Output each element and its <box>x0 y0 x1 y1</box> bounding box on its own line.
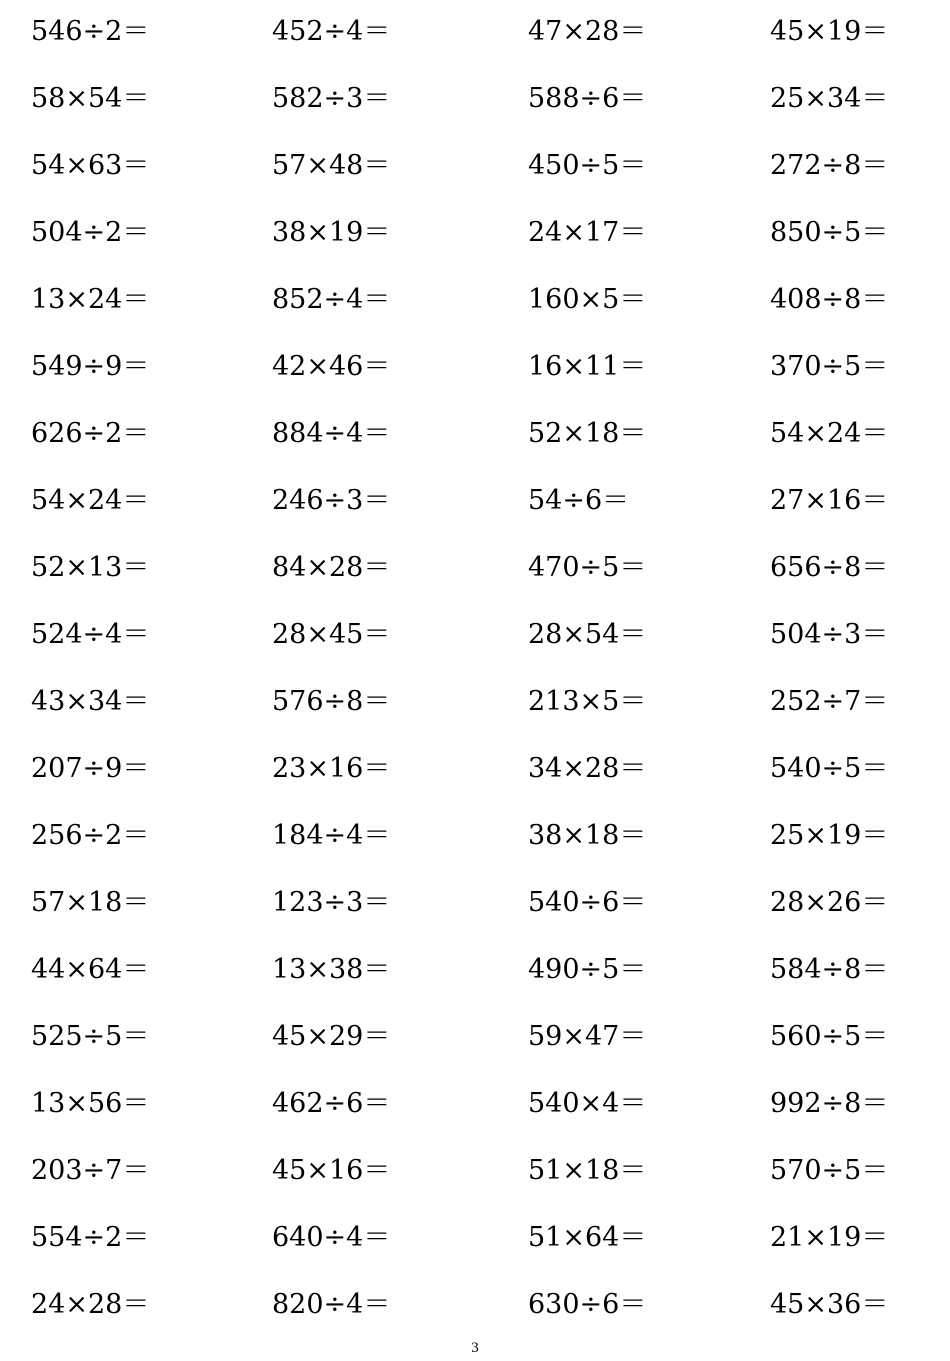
problem-cell: 540÷6＝ <box>528 887 647 918</box>
problem-cell: 546÷2＝ <box>31 16 150 47</box>
problem-cell: 123÷3＝ <box>272 887 391 918</box>
problem-cell: 58×54＝ <box>31 83 150 114</box>
problem-cell: 252÷7＝ <box>770 686 889 717</box>
problem-row <box>0 804 950 871</box>
problem-cell: 59×47＝ <box>528 1021 647 1052</box>
problem-cell: 13×56＝ <box>31 1088 150 1119</box>
problem-row <box>0 201 950 268</box>
problem-cell: 850÷5＝ <box>770 217 889 248</box>
problem-cell: 560÷5＝ <box>770 1021 889 1052</box>
problem-cell: 570÷5＝ <box>770 1155 889 1186</box>
problem-cell: 630÷6＝ <box>528 1289 647 1320</box>
problem-cell: 24×28＝ <box>31 1289 150 1320</box>
problem-row <box>0 268 950 335</box>
problem-cell: 51×64＝ <box>528 1222 647 1253</box>
problem-cell: 203÷7＝ <box>31 1155 150 1186</box>
problem-cell: 23×16＝ <box>272 753 391 784</box>
problem-cell: 57×18＝ <box>31 887 150 918</box>
problem-cell: 884÷4＝ <box>272 418 391 449</box>
problem-cell: 992÷8＝ <box>770 1088 889 1119</box>
problem-cell: 408÷8＝ <box>770 284 889 315</box>
problem-cell: 256÷2＝ <box>31 820 150 851</box>
problem-cell: 47×28＝ <box>528 16 647 47</box>
problem-cell: 45×29＝ <box>272 1021 391 1052</box>
problem-cell: 44×64＝ <box>31 954 150 985</box>
problem-cell: 57×48＝ <box>272 150 391 181</box>
problem-cell: 540×4＝ <box>528 1088 647 1119</box>
problem-cell: 54×63＝ <box>31 150 150 181</box>
problem-cell: 45×36＝ <box>770 1289 889 1320</box>
problem-cell: 452÷4＝ <box>272 16 391 47</box>
problem-cell: 84×28＝ <box>272 552 391 583</box>
problem-cell: 656÷8＝ <box>770 552 889 583</box>
problem-row <box>0 871 950 938</box>
problem-cell: 640÷4＝ <box>272 1222 391 1253</box>
problem-row <box>0 402 950 469</box>
problem-row <box>0 1139 950 1206</box>
problem-cell: 582÷3＝ <box>272 83 391 114</box>
problem-cell: 626÷2＝ <box>31 418 150 449</box>
problem-cell: 34×28＝ <box>528 753 647 784</box>
problem-cell: 525÷5＝ <box>31 1021 150 1052</box>
problem-row <box>0 1072 950 1139</box>
problem-cell: 584÷8＝ <box>770 954 889 985</box>
problem-cell: 184÷4＝ <box>272 820 391 851</box>
problem-row <box>0 603 950 670</box>
problem-cell: 370÷5＝ <box>770 351 889 382</box>
problem-cell: 25×34＝ <box>770 83 889 114</box>
problem-cell: 28×54＝ <box>528 619 647 650</box>
problem-cell: 28×45＝ <box>272 619 391 650</box>
problem-cell: 504÷3＝ <box>770 619 889 650</box>
problem-cell: 27×16＝ <box>770 485 889 516</box>
problem-cell: 38×19＝ <box>272 217 391 248</box>
problem-row <box>0 335 950 402</box>
page-number: 3 <box>471 1340 479 1356</box>
problem-cell: 820÷4＝ <box>272 1289 391 1320</box>
problem-cell: 213×5＝ <box>528 686 647 717</box>
problem-cell: 246÷3＝ <box>272 485 391 516</box>
problem-cell: 24×17＝ <box>528 217 647 248</box>
problem-cell: 43×34＝ <box>31 686 150 717</box>
problem-cell: 13×38＝ <box>272 954 391 985</box>
problem-cell: 28×26＝ <box>770 887 889 918</box>
problem-cell: 54×24＝ <box>31 485 150 516</box>
problem-cell: 549÷9＝ <box>31 351 150 382</box>
problem-row <box>0 1005 950 1072</box>
problem-row <box>0 1206 950 1273</box>
problem-cell: 207÷9＝ <box>31 753 150 784</box>
problem-cell: 470÷5＝ <box>528 552 647 583</box>
problem-row <box>0 469 950 536</box>
problem-row <box>0 536 950 603</box>
problem-cell: 52×18＝ <box>528 418 647 449</box>
problem-cell: 524÷4＝ <box>31 619 150 650</box>
problem-cell: 554÷2＝ <box>31 1222 150 1253</box>
problem-cell: 576÷8＝ <box>272 686 391 717</box>
problem-row <box>0 134 950 201</box>
problem-cell: 160×5＝ <box>528 284 647 315</box>
problem-cell: 588÷6＝ <box>528 83 647 114</box>
problem-cell: 25×19＝ <box>770 820 889 851</box>
problem-row <box>0 737 950 804</box>
problem-cell: 54÷6＝ <box>528 485 630 516</box>
problem-cell: 852÷4＝ <box>272 284 391 315</box>
problem-cell: 540÷5＝ <box>770 753 889 784</box>
problem-cell: 272÷8＝ <box>770 150 889 181</box>
problem-cell: 45×19＝ <box>770 16 889 47</box>
problem-cell: 504÷2＝ <box>31 217 150 248</box>
problem-cell: 54×24＝ <box>770 418 889 449</box>
problem-cell: 51×18＝ <box>528 1155 647 1186</box>
problem-cell: 45×16＝ <box>272 1155 391 1186</box>
problem-cell: 450÷5＝ <box>528 150 647 181</box>
problem-cell: 21×19＝ <box>770 1222 889 1253</box>
problem-cell: 42×46＝ <box>272 351 391 382</box>
problem-cell: 16×11＝ <box>528 351 647 382</box>
problem-row <box>0 938 950 1005</box>
problem-cell: 52×13＝ <box>31 552 150 583</box>
problem-cell: 13×24＝ <box>31 284 150 315</box>
problem-row <box>0 1273 950 1340</box>
problem-row <box>0 0 950 67</box>
problem-row <box>0 670 950 737</box>
problem-cell: 462÷6＝ <box>272 1088 391 1119</box>
problem-row <box>0 67 950 134</box>
problem-cell: 490÷5＝ <box>528 954 647 985</box>
problem-cell: 38×18＝ <box>528 820 647 851</box>
